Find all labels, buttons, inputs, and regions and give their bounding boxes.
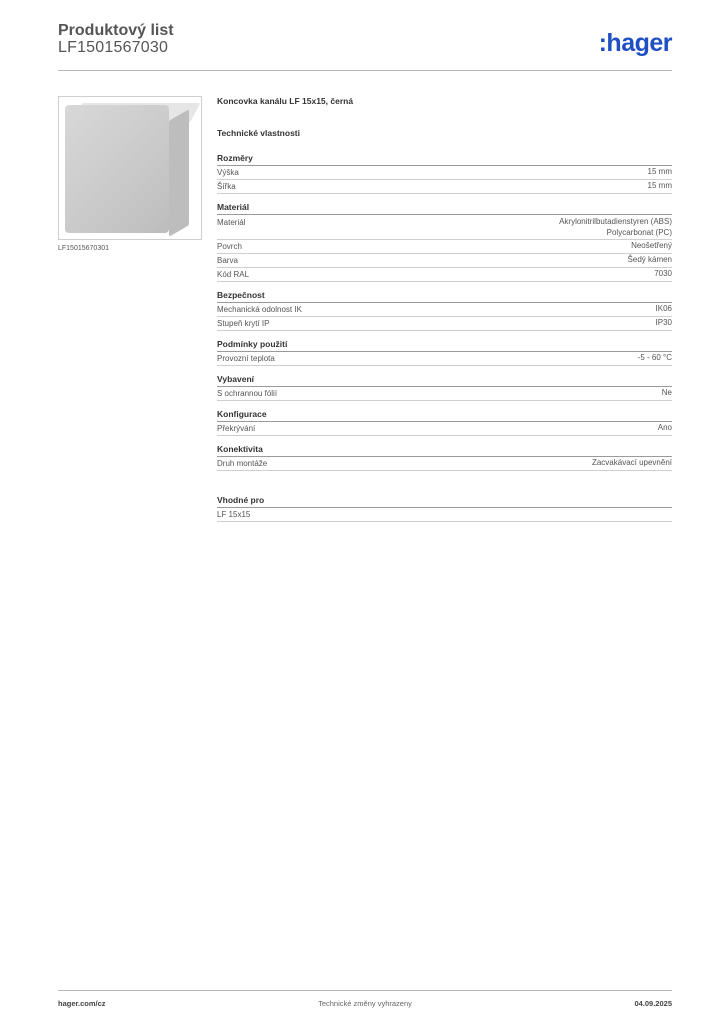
spec-row [217, 180, 672, 194]
spec-row [217, 508, 672, 522]
spec-label: Mechanická odolnost IK [217, 305, 302, 314]
footer-website[interactable]: hager.com/cz [58, 999, 106, 1008]
spec-label: Materiál [217, 218, 246, 227]
page-header [58, 22, 672, 71]
product-image-side-face [169, 109, 189, 237]
spec-sections [217, 153, 672, 471]
spec-value-line: 15 mm [647, 167, 672, 176]
spec-value-line: 7030 [654, 269, 672, 278]
spec-section [217, 409, 672, 436]
spec-row [217, 457, 672, 471]
spec-value-line: IP30 [655, 318, 672, 327]
section-heading: Rozměry [217, 153, 672, 166]
spec-row [217, 166, 672, 180]
spec-value-line: Polycarbonat (PC) [606, 228, 672, 237]
spec-label: Šířka [217, 182, 236, 191]
spec-value-line: Zacvakávací upevnění [591, 458, 672, 467]
spec-value [662, 387, 672, 400]
spec-value [656, 303, 672, 316]
spec-value-line: IK06 [655, 304, 672, 313]
spec-value [559, 216, 672, 238]
spec-value-line: Šedý kámen [627, 255, 672, 264]
spec-row [217, 422, 672, 436]
spec-label: Překrývání [217, 424, 256, 433]
spec-value [631, 240, 672, 253]
section-heading: Vhodné pro [217, 495, 672, 508]
hager-logo: :hager [598, 29, 672, 57]
spec-value [648, 180, 672, 193]
spec-label: Povrch [217, 242, 242, 251]
spec-row [217, 387, 672, 401]
spec-label: Výška [217, 168, 239, 177]
spec-section [217, 495, 672, 522]
tech-heading: Technické vlastnosti [217, 128, 300, 138]
spec-section [217, 374, 672, 401]
document-number: LF1501567030 [58, 39, 169, 56]
product-image-front-face [65, 105, 169, 233]
page-title: Produktový list [58, 22, 174, 39]
spec-label: Stupeň krytí IP [217, 319, 270, 328]
spec-row [217, 268, 672, 282]
spec-label: S ochrannou fólií [217, 389, 278, 398]
spec-content [217, 96, 672, 530]
image-caption: LF15015670301 [58, 245, 109, 252]
spec-value [654, 268, 672, 281]
spec-section [217, 444, 672, 471]
page-footer [58, 990, 672, 1011]
section-heading: Materiál [217, 202, 672, 215]
footer-date: 04.09.2025 [634, 999, 672, 1008]
section-heading: Konfigurace [217, 409, 672, 422]
spec-value [592, 457, 672, 470]
spec-value-line: 15 mm [647, 181, 672, 190]
spec-section [217, 290, 672, 331]
spec-row [217, 254, 672, 268]
product-name: Koncovka kanálu LF 15x15, černá [217, 96, 354, 106]
spec-value-line: Akrylonitrilbutadienstyren (ABS) [559, 217, 672, 226]
spec-label: Barva [217, 256, 238, 265]
spec-row [217, 352, 672, 366]
spec-label: Kód RAL [217, 270, 250, 279]
spec-value [648, 166, 672, 179]
spec-value [658, 422, 672, 435]
section-heading: Vybavení [217, 374, 672, 387]
spec-value-line: Ne [661, 388, 672, 397]
spec-section [217, 202, 672, 282]
spec-value-line: Neošetřený [631, 241, 672, 250]
spec-row [217, 317, 672, 331]
spec-label: LF 15x15 [217, 510, 251, 519]
product-image [58, 96, 202, 240]
section-heading: Bezpečnost [217, 290, 672, 303]
spec-row [217, 240, 672, 254]
section-heading: Podmínky použití [217, 339, 672, 352]
suitable-section [217, 495, 672, 522]
spec-value [638, 352, 672, 365]
footer-note: Technické změny vyhrazeny [318, 999, 412, 1008]
section-heading: Konektivita [217, 444, 672, 457]
spec-section [217, 339, 672, 366]
spec-label: Provozní teplota [217, 354, 275, 363]
spec-row [217, 215, 672, 240]
spec-value-line: Ano [657, 423, 672, 432]
spec-row [217, 303, 672, 317]
spec-value [628, 254, 672, 267]
spec-label: Druh montáže [217, 459, 268, 468]
spec-section [217, 153, 672, 194]
spec-value-line: -5 - 60 °C [637, 353, 672, 362]
spec-value [656, 317, 672, 330]
